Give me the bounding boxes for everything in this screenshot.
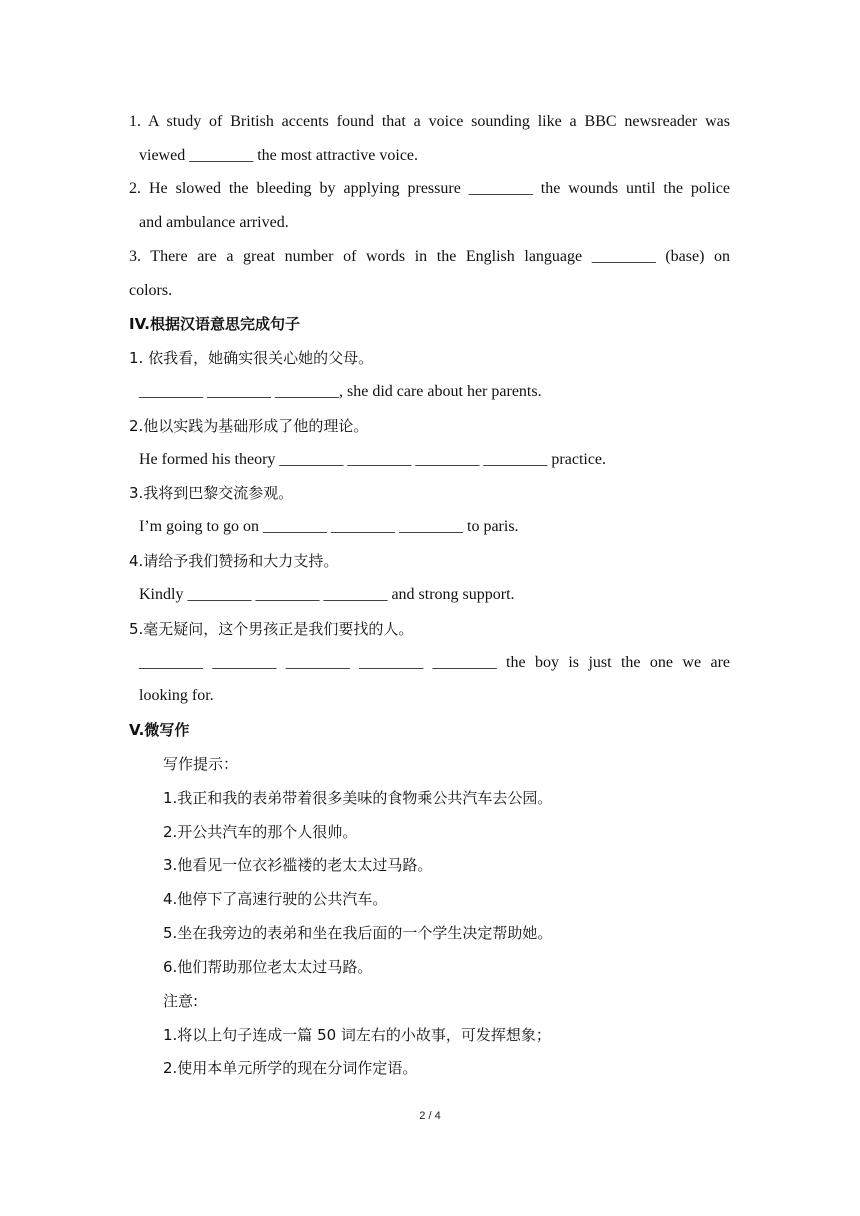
exercise-3-item-3-line-2: colors. — [129, 282, 173, 299]
sentence-2-chinese: 2.他以实践为基础形成了他的理论。 — [129, 417, 369, 435]
exercise-3-item-2-line-1: 2. He slowed the bleeding by applying pressure ________ the wounds until the police — [129, 180, 730, 197]
writing-hint-label: 写作提示： — [163, 755, 239, 773]
exercise-3-item-1-line-1: 1. A study of British accents found that a voice sounding like a BBC newsreader was — [129, 113, 730, 130]
sentence-3-english: I’m going to go on ________ ________ ________ to paris. — [139, 518, 519, 535]
writing-hint-3: 3.他看见一位衣衫褴褛的老太太过马路。 — [163, 856, 433, 874]
page-number: 2 / 4 — [419, 1110, 441, 1122]
writing-hint-4: 4.他停下了高速行驶的公共汽车。 — [163, 890, 388, 908]
section-4-title: IV.根据汉语意思完成句子 — [129, 315, 300, 333]
sentence-2-english: He formed his theory ________ ________ ________ ________ practice. — [139, 451, 607, 468]
writing-hint-1: 1.我正和我的表弟带着很多美味的食物乘公共汽车去公园。 — [163, 789, 553, 807]
section-5-title: V.微写作 — [129, 721, 190, 739]
sentence-1-chinese: 1. 依我看，她确实很关心她的父母。 — [129, 349, 374, 367]
sentence-1-english: ________ ________ ________, she did care about her parents. — [139, 383, 542, 400]
sentence-3-chinese: 3.我将到巴黎交流参观。 — [129, 484, 294, 502]
exercise-3-item-2-line-2: and ambulance arrived. — [139, 214, 289, 231]
sentence-5-english: ________ ________ ________ ________ ________ the boy is just the one we are — [139, 654, 730, 671]
sentence-4-chinese: 4.请给予我们赞扬和大力支持。 — [129, 552, 339, 570]
writing-hint-6: 6.他们帮助那位老太太过马路。 — [163, 958, 373, 976]
note-label: 注意: — [163, 992, 199, 1010]
note-2: 2.使用本单元所学的现在分词作定语。 — [163, 1059, 418, 1077]
sentence-5-english-continued: looking for. — [139, 687, 214, 704]
note-1: 1.将以上句子连成一篇 50 词左右的小故事，可发挥想象； — [163, 1026, 551, 1044]
exercise-3-item-1-line-2: viewed ________ the most attractive voice. — [139, 147, 419, 164]
exercise-3-item-3-line-1: 3. There are a great number of words in the English language ________ (base) on — [129, 248, 730, 265]
writing-hint-5: 5.坐在我旁边的表弟和坐在我后面的一个学生决定帮助她。 — [163, 924, 553, 942]
writing-hint-2: 2.开公共汽车的那个人很帅。 — [163, 823, 358, 841]
sentence-4-english: Kindly ________ ________ ________ and strong support. — [139, 586, 515, 603]
sentence-5-chinese: 5.毫无疑问，这个男孩正是我们要找的人。 — [129, 620, 414, 638]
